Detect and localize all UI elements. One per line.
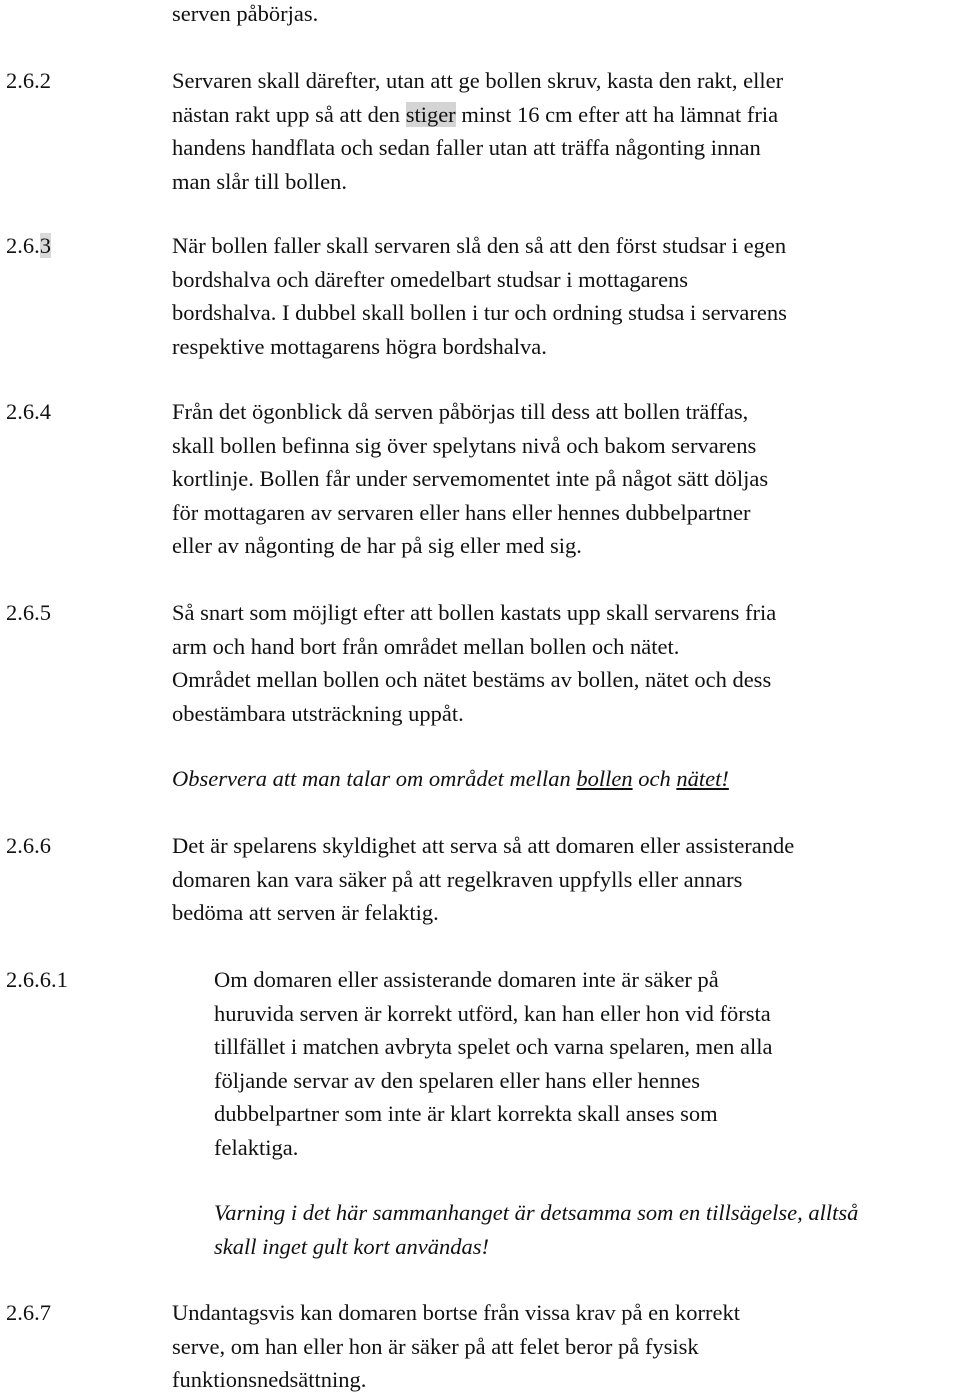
section-number: 2.6.4 xyxy=(6,399,51,424)
section-number: 2.6.7 xyxy=(6,1300,51,1325)
intro-text xyxy=(172,0,958,31)
highlighted-number-part: 3 xyxy=(39,233,51,258)
text-span: nästan rakt upp så att den xyxy=(172,101,406,127)
section-number: 2.6.2 xyxy=(6,68,51,93)
text-line: serve, om han eller hon är säker på att felet beror på fysisk xyxy=(172,1333,699,1359)
text-line: bordshalva och därefter omedelbart studsar i mottagarens xyxy=(172,266,689,292)
highlighted-word: stiger xyxy=(405,101,456,127)
text-line xyxy=(172,98,958,132)
text-line: Om domaren eller assisterande domaren inte är säker på xyxy=(214,967,719,992)
section-text xyxy=(214,963,958,1164)
text-span: minst 16 cm efter att ha lämnat fria xyxy=(455,101,779,127)
text-span: och xyxy=(632,766,677,791)
text-line: man slår till bollen. xyxy=(172,168,347,194)
note-line: skall inget gult kort användas! xyxy=(214,1233,489,1259)
text-line: felaktiga. xyxy=(214,1134,299,1160)
note-line xyxy=(172,762,958,796)
text-line: tillfället i matchen avbryta spelet och varna spelaren, men alla xyxy=(214,1034,773,1059)
text-line: bedöma att serven är felaktig. xyxy=(172,900,439,925)
text-line: bordshalva. I dubbel skall bollen i tur och ordning studsa i servarens xyxy=(172,300,787,325)
underlined-word: nätet! xyxy=(676,766,729,791)
text-line: dubbelpartner som inte är klart korrekta skall anses som xyxy=(214,1101,718,1126)
text-line: skall bollen befinna sig över spelytans nivå och bakom servarens xyxy=(172,432,757,458)
text-line: Undantagsvis kan domaren bortse från vissa krav på en korrekt xyxy=(172,1300,740,1325)
section-number-part: 2.6. xyxy=(6,233,40,258)
text-line: respektive mottagarens högra bordshalva. xyxy=(172,333,547,359)
section-number: 2.6.5 xyxy=(6,600,51,625)
text-line: följande servar av den spelaren eller hans eller hennes xyxy=(214,1067,701,1093)
section-text xyxy=(172,829,958,930)
text-span: Observera att man talar om området mellan xyxy=(172,766,577,791)
text-line: Från det ögonblick då serven påbörjas till dess att bollen träffas, xyxy=(172,399,749,424)
text-line: Området mellan bollen och nätet bestäms av bollen, nätet och dess xyxy=(172,667,772,692)
text-line: När bollen faller skall servaren slå den så att den först studsar i egen xyxy=(172,233,787,258)
section-number: 2.6.6 xyxy=(6,833,51,858)
italic-note xyxy=(172,762,958,796)
text-line: funktionsnedsättning. xyxy=(172,1367,367,1392)
text-line: för mottagaren av servaren eller hans eller hennes dubbelpartner xyxy=(172,499,751,525)
text-line: Servaren skall därefter, utan att ge bollen skruv, kasta den rakt, eller xyxy=(172,68,784,93)
section-number: 2.6.6.1 xyxy=(6,967,68,992)
underlined-word: bollen xyxy=(576,766,633,791)
section-text xyxy=(172,395,958,563)
text-line: Så snart som möjligt efter att bollen kastats upp skall servarens fria xyxy=(172,600,777,625)
note-line: Varning i det här sammanhanget är detsamma som en tillsägelse, alltså xyxy=(214,1200,859,1225)
italic-note xyxy=(214,1196,958,1263)
text-line: domaren kan vara säker på att regelkraven uppfylls eller annars xyxy=(172,866,743,892)
text-line: huruvida serven är korrekt utförd, kan han eller hon vid första xyxy=(214,1000,771,1026)
text-line: kortlinje. Bollen får under servemomentet inte på något sätt döljas xyxy=(172,466,769,491)
text-line: eller av någonting de har på sig eller med sig. xyxy=(172,533,582,558)
text-line: obestämbara utsträckning uppåt. xyxy=(172,700,464,726)
section-text xyxy=(172,596,958,730)
text-line: arm och hand bort från området mellan bollen och nätet. xyxy=(172,633,680,659)
intro-line: serven påbörjas. xyxy=(172,1,319,26)
section-text xyxy=(172,1296,958,1397)
section-text xyxy=(172,64,958,198)
text-line: Det är spelarens skyldighet att serva så att domaren eller assisterande xyxy=(172,833,795,858)
section-text xyxy=(172,229,958,363)
section-number xyxy=(6,229,51,263)
text-line: handens handflata och sedan faller utan att träffa någonting innan xyxy=(172,135,761,160)
